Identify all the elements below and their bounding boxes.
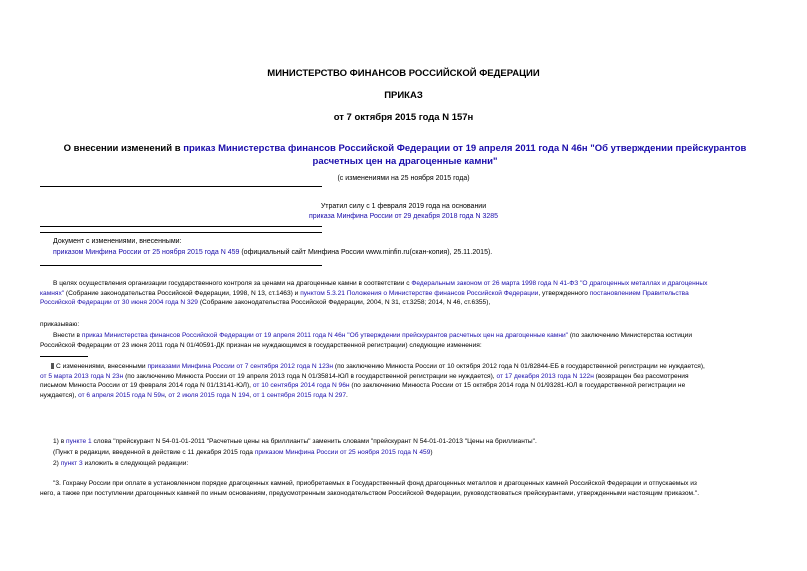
law-link[interactable]: Федеральным законом от 26 марта 1998 года N 41-ФЗ "О драгоценных металлах и драгоценных — [411, 280, 708, 287]
note-text: , — [164, 391, 169, 399]
item-1-text: слова "прейскурант N 54-01-01-2011 "Расчетные цены на бриллианты" заменить словами "прейскурант N 54-01-01-2013 "Цены на бриллианты". — [91, 438, 537, 445]
preamble-text: , утвержденного — [538, 289, 590, 297]
note-text: , — [249, 391, 253, 399]
preamble-text: (Собрание законодательства Российской Федерации, 2004, N 31, ст.3258; 2014, N 46, ст.6355), — [197, 299, 491, 307]
order-23n-link[interactable]: от 5 марта 2013 года N 23н — [40, 372, 124, 380]
order-123n-link[interactable]: приказами Минфина России от 7 сентября 2012 года N 123н — [147, 363, 334, 370]
divider — [40, 226, 322, 227]
resolution-link-cont[interactable]: Российской Федерации от 30 июня 2004 года N 329 — [40, 299, 198, 307]
regulation-link[interactable]: пунктом 5.3.21 Положения о Министерстве финансов Российской Федерации — [300, 289, 539, 297]
note-marker-icon — [51, 363, 54, 369]
order-122n-link[interactable]: от 17 декабря 2013 года N 122н — [496, 372, 594, 380]
changes-line — [53, 248, 773, 258]
preamble-paragraph — [40, 279, 772, 308]
clause-3-quote — [40, 479, 772, 498]
amendments-note — [40, 362, 772, 400]
divider — [40, 265, 322, 266]
doc-type-heading: ПРИКАЗ — [384, 90, 423, 101]
expired-line: Утратил силу с 1 февраля 2019 года на основании — [320, 203, 487, 210]
order-297-link[interactable]: от 1 сентября 2015 года N 297 — [252, 391, 347, 399]
order-459-link[interactable]: приказом Минфина России от 25 ноября 2015 года N 459 — [254, 449, 431, 456]
divider — [40, 186, 322, 187]
note-text: письмом Минюста России от 19 февраля 2014 года N 01/13141-ЮЛ), — [40, 382, 253, 390]
ministry-heading: МИНИСТЕРСТВО ФИНАНСОВ РОССИЙСКОЙ ФЕДЕРАЦИИ — [267, 68, 540, 79]
document-title — [40, 142, 770, 168]
item-2-text: изложить в следующей редакции: — [82, 460, 189, 467]
note-text: . — [346, 391, 348, 399]
preamble-text: В целях осуществления организации государственного контроля за ценами на драгоценные камни в соответствии с — [53, 280, 412, 287]
changes-label: Документ с изменениями, внесенными: — [53, 238, 182, 245]
note-text: С изменениями, внесенными — [56, 363, 148, 370]
quote-line: него, а также при поступлении драгоценных камней по иным основаниям, предусмотренным законодательством Российской Федерации, руководствоваться прейскурантами, утвержденными настоящим приказом.". — [40, 489, 700, 497]
divider — [40, 232, 322, 233]
changes-text: Российской Федерации от 23 июня 2011 года N 01/40591-ДК признан не нуждающимся в государственной регистрации) следующие изменения: — [40, 341, 482, 349]
order-59n-link[interactable]: от 6 апреля 2015 года N 59н — [78, 391, 165, 399]
order-96n-link[interactable]: от 10 сентября 2014 года N 96н — [252, 382, 350, 390]
order-194-link[interactable]: от 2 июля 2015 года N 194 — [168, 391, 250, 399]
note-text: (возвращен без рассмотрения — [593, 372, 689, 380]
order-46n-link[interactable]: приказ Министерства финансов Российской Федерации от 19 апреля 2011 года N 46н "Об утверждении прейскурантов расчетных цен на драгоценные камни" — [81, 332, 569, 339]
note-text: (по заключению Минюста России от 10 октября 2012 года N 01/82844-ЕБ в государственной регистрации не нуждается), — [333, 363, 705, 370]
doc-date-number: от 7 октября 2015 года N 157н — [333, 112, 474, 123]
changes-text: Внести в — [53, 332, 82, 339]
title-prefix: О внесении изменений в — [63, 143, 184, 154]
preamble-text: (Собрание законодательства Российской Федерации, 1998, N 13, ст.1463) и — [64, 289, 301, 297]
changes-rest: (официальный сайт Минфина России www.minfin.ru(скан-копия), 25.11.2015). — [239, 249, 493, 256]
resolution-link[interactable]: постановлением Правительства — [589, 289, 689, 297]
item-1-note-text: (Пункт в редакции, введенной в действие с 11 декабря 2015 года — [53, 449, 255, 456]
note-text: нуждается), — [40, 391, 79, 399]
changes-link[interactable]: приказом Минфина России от 25 ноября 2015 года N 459 — [53, 249, 240, 256]
changes-paragraph — [40, 331, 772, 350]
order-word: приказываю: — [40, 321, 80, 328]
law-link-cont[interactable]: камнях" — [40, 289, 65, 297]
quote-line: "3. Гохрану России при оплате в установленном порядке драгоценных камней, приобретаемых в Государственный фонд драгоценных металлов и драгоценных камней Российской Федерации и отпускаемых из — [53, 480, 697, 487]
amended-note: (с изменениями на 25 ноября 2015 года) — [337, 175, 470, 182]
item-1-note-end: ) — [430, 449, 433, 456]
clause-1-link[interactable]: пункте 1 — [66, 438, 92, 445]
item-2 — [53, 459, 773, 469]
clause-3-link[interactable]: пункт 3 — [60, 460, 83, 467]
note-text: (по заключению Минюста России от 19 апреля 2013 года N 01/35814-ЮЛ в государственной регистрации не нуждается), — [123, 372, 497, 380]
item-1-number: 1) в — [53, 438, 67, 445]
item-1 — [53, 437, 773, 447]
amended-order-link[interactable]: приказ Министерства финансов Российской Федерации от 19 апреля 2011 года N 46н "Об утверждении прейскурантов расчетных цен на драгоценные камни" — [183, 143, 747, 167]
expired-link[interactable]: приказа Минфина России от 29 декабря 2018 года N 3285 — [308, 213, 499, 220]
short-divider — [40, 356, 88, 357]
note-text: (по заключению Минюста России от 15 октября 2014 года N 01/93281-ЮЛ в государственной регистрации не — [349, 382, 686, 390]
item-2-number: 2) — [53, 460, 61, 467]
item-1-note — [53, 448, 773, 458]
changes-text: (по заключению Министерства юстиции — [568, 332, 693, 339]
